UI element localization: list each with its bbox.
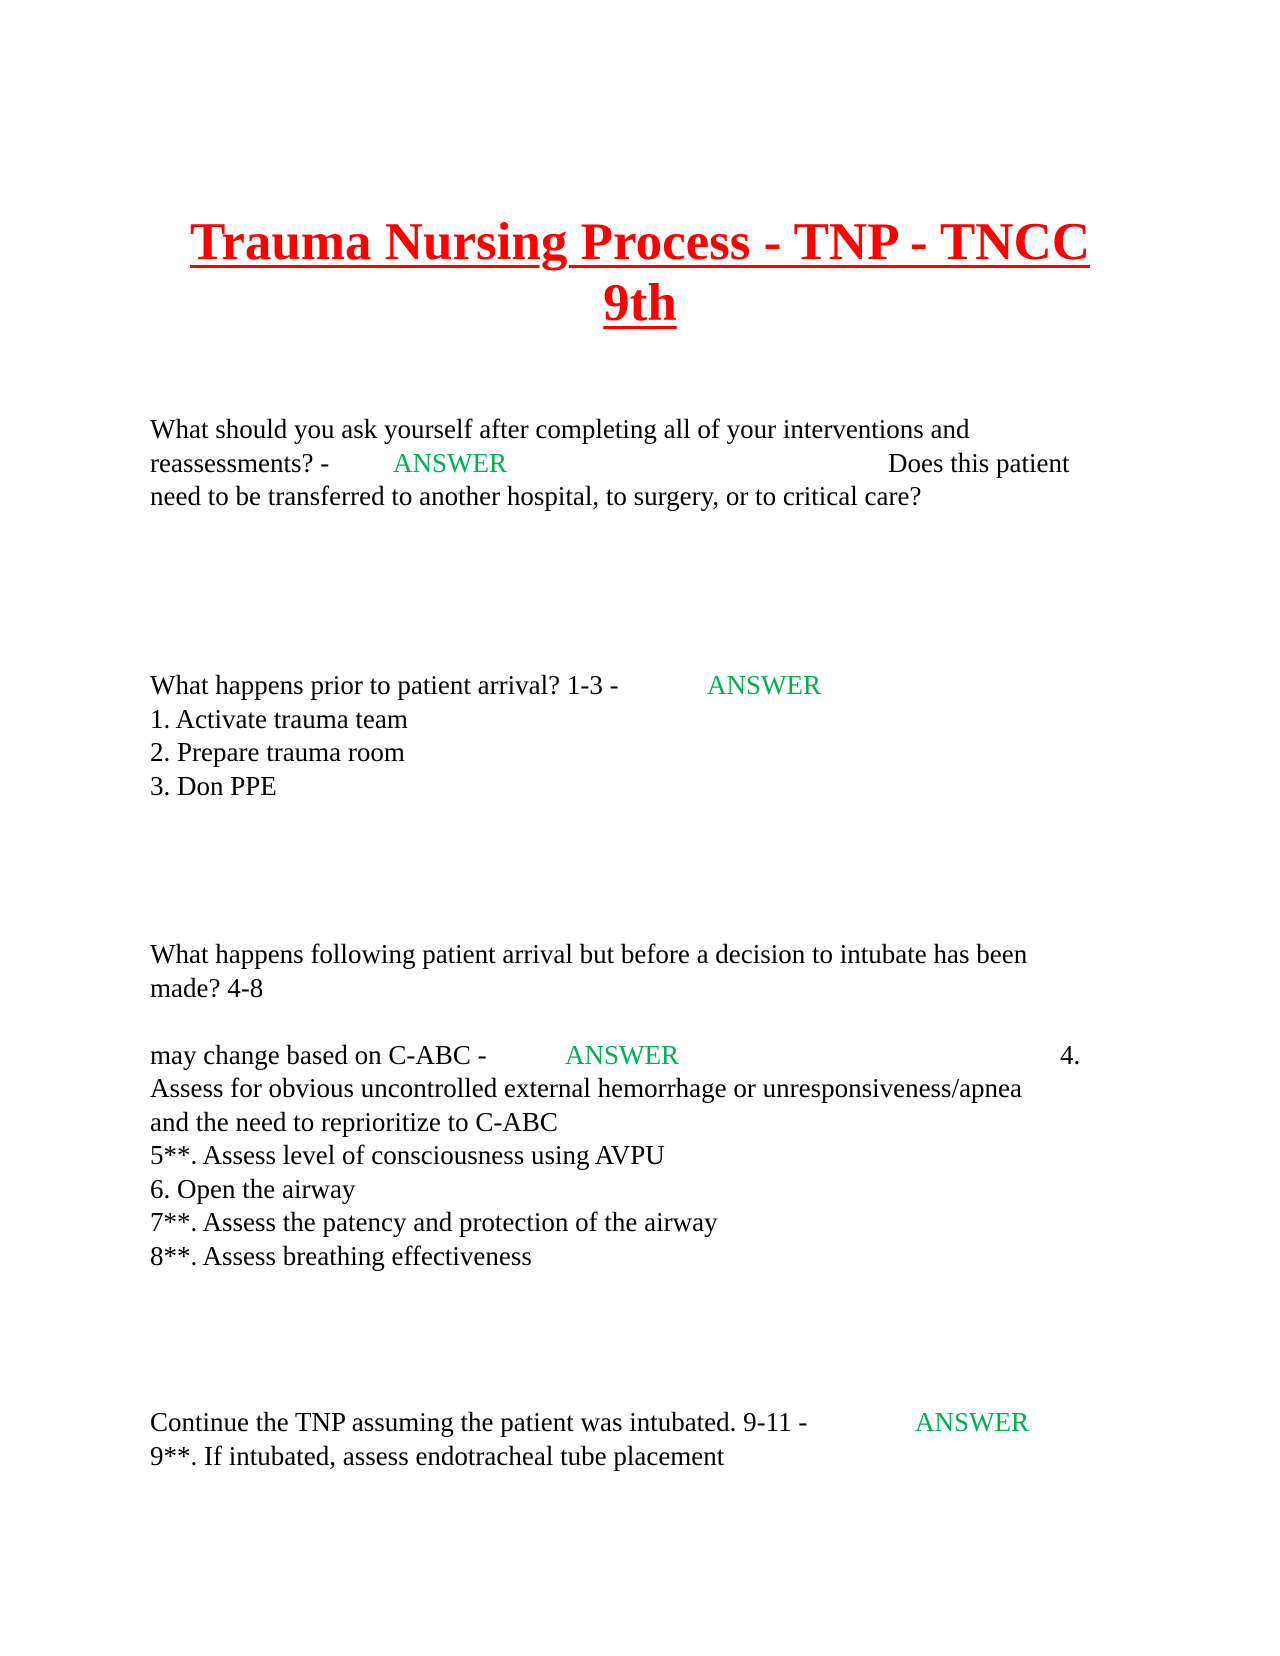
q2-question-line	[150, 669, 1110, 703]
qa-block-2	[150, 669, 1110, 803]
answer-label: ANSWER	[707, 670, 821, 700]
q3-answer-line: Assess for obvious uncontrolled external hemorrhage or unresponsiveness/apnea	[150, 1073, 1023, 1103]
answer-label: ANSWER	[915, 1407, 1029, 1437]
q2-question: What happens prior to patient arrival? 1-3 -	[150, 670, 619, 700]
q4-question-line	[150, 1406, 1110, 1440]
q3-answer-line: 5**. Assess level of consciousness using AVPU	[150, 1140, 665, 1170]
q3-answer-line: 6. Open the airway	[150, 1173, 356, 1204]
q4-item: 9**. If intubated, assess endotracheal tube placement	[150, 1440, 725, 1471]
q1-line-3: need to be transferred to another hospital, to surgery, or to critical care?	[150, 481, 922, 511]
q2-item: 3. Don PPE	[150, 770, 277, 801]
q3-answer-line: 8**. Assess breathing effectiveness	[150, 1240, 532, 1271]
blank-line	[150, 1005, 1110, 1039]
document-title	[150, 212, 1130, 334]
answer-label: ANSWER	[393, 447, 507, 478]
q2-item: 2. Prepare trauma room	[150, 737, 405, 767]
qa-block-1	[150, 413, 1110, 514]
qa-block-4	[150, 1406, 1110, 1473]
q1-question-end: reassessments? -	[150, 447, 330, 478]
q1-line-2	[150, 447, 1110, 481]
q3-line-3	[150, 1039, 1110, 1073]
q3-line-2: made? 4-8	[150, 972, 264, 1003]
q3-answer-line: and the need to reprioritize to C-ABC	[150, 1106, 558, 1137]
q3-line-1: What happens following patient arrival but before a decision to intubate has been	[150, 939, 1028, 969]
q1-answer-start: Does this patient	[888, 447, 1070, 478]
q3-answer-start: 4.	[1060, 1039, 1081, 1070]
title-line-1: Trauma Nursing Process - TNP - TNCC	[189, 213, 1091, 271]
title-line-2: 9th	[603, 274, 677, 332]
q3-answer-line: 7**. Assess the patency and protection of the airway	[150, 1207, 718, 1237]
answer-label: ANSWER	[565, 1039, 679, 1070]
q4-question: Continue the TNP assuming the patient was intubated. 9-11 -	[150, 1407, 808, 1437]
q1-line-1: What should you ask yourself after completing all of your interventions and	[150, 414, 970, 444]
q2-item: 1. Activate trauma team	[150, 703, 408, 734]
q3-question-end: may change based on C-ABC -	[150, 1039, 487, 1070]
qa-block-3	[150, 938, 1110, 1273]
